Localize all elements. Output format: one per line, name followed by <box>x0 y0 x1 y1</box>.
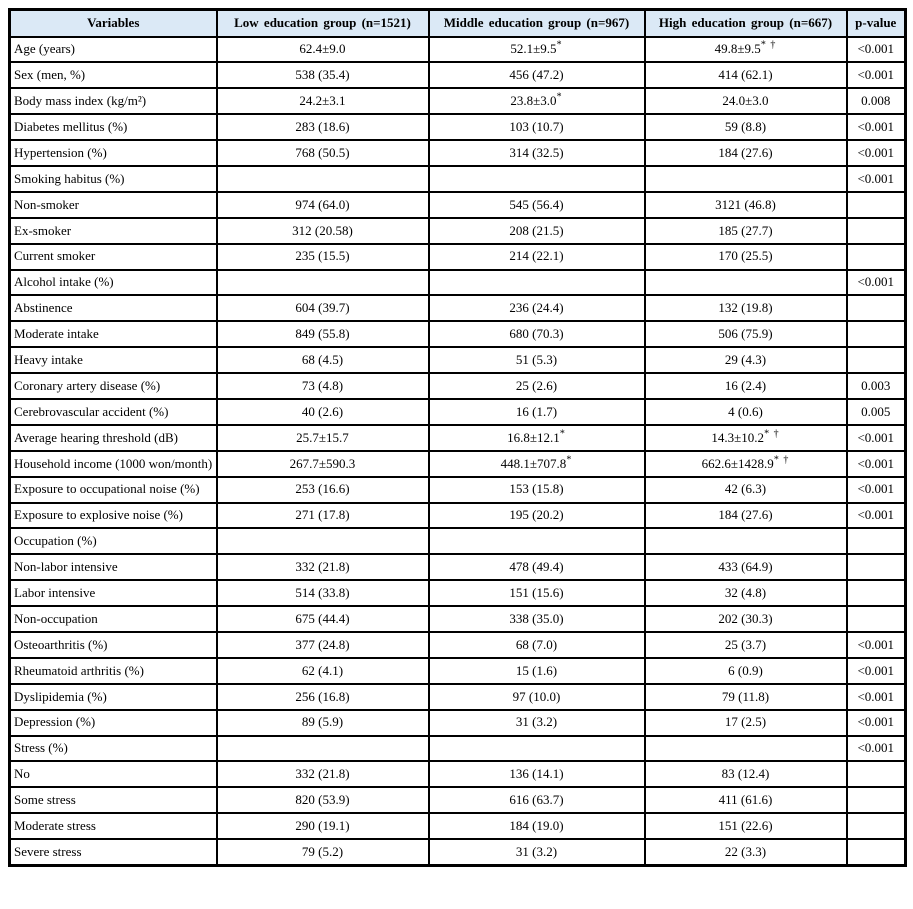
p-value-cell: 0.003 <box>847 373 906 399</box>
p-value-cell <box>847 218 906 244</box>
p-value-cell <box>847 244 906 270</box>
value-cell: 448.1±707.8* <box>429 451 645 477</box>
value-cell <box>429 736 645 762</box>
table-row <box>10 295 906 321</box>
table-row <box>10 399 906 425</box>
p-value-cell: 0.008 <box>847 88 906 114</box>
value-cell: 616 (63.7) <box>429 787 645 813</box>
value-cell: 103 (10.7) <box>429 114 645 140</box>
value-cell: 675 (44.4) <box>217 606 429 632</box>
value-cell: 312 (20.58) <box>217 218 429 244</box>
significance-marker: * <box>556 39 563 51</box>
p-value-cell: <0.001 <box>847 658 906 684</box>
p-value-cell: <0.001 <box>847 166 906 192</box>
p-value-cell: <0.001 <box>847 140 906 166</box>
value-cell: 68 (7.0) <box>429 632 645 658</box>
significance-marker: * <box>559 428 566 440</box>
p-value-cell <box>847 606 906 632</box>
table-row <box>10 528 906 554</box>
variable-label: Diabetes mellitus (%) <box>10 114 217 140</box>
variable-label: Osteoarthritis (%) <box>10 632 217 658</box>
table-row <box>10 813 906 839</box>
value-cell <box>217 528 429 554</box>
p-value-cell: <0.001 <box>847 37 906 63</box>
p-value-cell <box>847 813 906 839</box>
header-variables: Variables <box>10 10 217 37</box>
table-row <box>10 373 906 399</box>
p-value-cell <box>847 295 906 321</box>
value-cell: 478 (49.4) <box>429 554 645 580</box>
value-cell: 235 (15.5) <box>217 244 429 270</box>
value-cell: 332 (21.8) <box>217 554 429 580</box>
table-row <box>10 761 906 787</box>
variable-label: Sex (men, %) <box>10 62 217 88</box>
value-cell: 195 (20.2) <box>429 503 645 529</box>
p-value-cell <box>847 787 906 813</box>
value-cell: 59 (8.8) <box>645 114 847 140</box>
value-cell: 24.0±3.0 <box>645 88 847 114</box>
variable-label: No <box>10 761 217 787</box>
table-body <box>10 37 906 866</box>
variable-label: Average hearing threshold (dB) <box>10 425 217 451</box>
value-cell <box>645 528 847 554</box>
table-row <box>10 606 906 632</box>
value-cell: 40 (2.6) <box>217 399 429 425</box>
significance-marker: * † <box>760 39 777 51</box>
value-cell: 662.6±1428.9* † <box>645 451 847 477</box>
table-row <box>10 270 906 296</box>
value-cell <box>217 736 429 762</box>
header-p-value: p-value <box>847 10 906 37</box>
value-cell: 538 (35.4) <box>217 62 429 88</box>
value-cell: 768 (50.5) <box>217 140 429 166</box>
p-value-cell <box>847 580 906 606</box>
table-header <box>10 10 906 37</box>
variable-label: Some stress <box>10 787 217 813</box>
value-cell: 17 (2.5) <box>645 710 847 736</box>
value-cell: 52.1±9.5* <box>429 37 645 63</box>
table-row <box>10 632 906 658</box>
variable-label: Stress (%) <box>10 736 217 762</box>
p-value-cell: <0.001 <box>847 710 906 736</box>
value-cell: 283 (18.6) <box>217 114 429 140</box>
variable-label: Cerebrovascular accident (%) <box>10 399 217 425</box>
value-cell: 411 (61.6) <box>645 787 847 813</box>
significance-marker: * † <box>773 454 790 466</box>
table-row <box>10 839 906 865</box>
value-cell: 136 (14.1) <box>429 761 645 787</box>
table-row <box>10 114 906 140</box>
variable-label: Age (years) <box>10 37 217 63</box>
baseline-characteristics-table <box>8 8 907 867</box>
value-cell: 79 (5.2) <box>217 839 429 865</box>
p-value-cell: <0.001 <box>847 632 906 658</box>
value-cell: 185 (27.7) <box>645 218 847 244</box>
value-cell <box>429 166 645 192</box>
value-cell: 16.8±12.1* <box>429 425 645 451</box>
value-cell: 377 (24.8) <box>217 632 429 658</box>
value-cell: 15 (1.6) <box>429 658 645 684</box>
value-cell: 236 (24.4) <box>429 295 645 321</box>
significance-marker: * † <box>764 428 780 440</box>
value-cell: 79 (11.8) <box>645 684 847 710</box>
variable-label: Severe stress <box>10 839 217 865</box>
value-cell <box>429 270 645 296</box>
table-row <box>10 477 906 503</box>
value-cell: 25 (3.7) <box>645 632 847 658</box>
value-cell: 29 (4.3) <box>645 347 847 373</box>
value-cell: 849 (55.8) <box>217 321 429 347</box>
variable-label: Coronary artery disease (%) <box>10 373 217 399</box>
table-row <box>10 140 906 166</box>
value-cell: 151 (15.6) <box>429 580 645 606</box>
value-cell: 208 (21.5) <box>429 218 645 244</box>
table-row <box>10 88 906 114</box>
p-value-cell <box>847 528 906 554</box>
variable-label: Depression (%) <box>10 710 217 736</box>
table-row <box>10 37 906 63</box>
value-cell: 31 (3.2) <box>429 710 645 736</box>
value-cell: 4 (0.6) <box>645 399 847 425</box>
table-row <box>10 244 906 270</box>
value-cell: 271 (17.8) <box>217 503 429 529</box>
table-row <box>10 166 906 192</box>
table-row <box>10 554 906 580</box>
p-value-cell: <0.001 <box>847 114 906 140</box>
value-cell: 256 (16.8) <box>217 684 429 710</box>
value-cell: 184 (27.6) <box>645 140 847 166</box>
variable-label: Smoking habitus (%) <box>10 166 217 192</box>
value-cell: 68 (4.5) <box>217 347 429 373</box>
value-cell: 680 (70.3) <box>429 321 645 347</box>
variable-label: Non-smoker <box>10 192 217 218</box>
value-cell: 514 (33.8) <box>217 580 429 606</box>
value-cell: 332 (21.8) <box>217 761 429 787</box>
variable-label: Hypertension (%) <box>10 140 217 166</box>
value-cell: 184 (19.0) <box>429 813 645 839</box>
variable-label: Ex-smoker <box>10 218 217 244</box>
variable-label: Heavy intake <box>10 347 217 373</box>
value-cell: 31 (3.2) <box>429 839 645 865</box>
table-row <box>10 658 906 684</box>
value-cell: 42 (6.3) <box>645 477 847 503</box>
significance-marker: * <box>566 454 573 466</box>
header-low-education-group: Low education group (n=1521) <box>217 10 429 37</box>
p-value-cell <box>847 321 906 347</box>
value-cell <box>217 270 429 296</box>
table-row <box>10 218 906 244</box>
value-cell: 6 (0.9) <box>645 658 847 684</box>
value-cell: 184 (27.6) <box>645 503 847 529</box>
value-cell: 604 (39.7) <box>217 295 429 321</box>
value-cell: 338 (35.0) <box>429 606 645 632</box>
variable-label: Exposure to occupational noise (%) <box>10 477 217 503</box>
value-cell: 32 (4.8) <box>645 580 847 606</box>
p-value-cell: <0.001 <box>847 270 906 296</box>
value-cell: 974 (64.0) <box>217 192 429 218</box>
variable-label: Labor intensive <box>10 580 217 606</box>
table-row <box>10 321 906 347</box>
value-cell: 506 (75.9) <box>645 321 847 347</box>
value-cell: 24.2±3.1 <box>217 88 429 114</box>
table-row <box>10 684 906 710</box>
p-value-cell: 0.005 <box>847 399 906 425</box>
value-cell: 151 (22.6) <box>645 813 847 839</box>
value-cell: 253 (16.6) <box>217 477 429 503</box>
value-cell: 89 (5.9) <box>217 710 429 736</box>
table-row <box>10 503 906 529</box>
variable-label: Non-occupation <box>10 606 217 632</box>
p-value-cell <box>847 554 906 580</box>
p-value-cell <box>847 761 906 787</box>
variable-label: Exposure to explosive noise (%) <box>10 503 217 529</box>
variable-label: Current smoker <box>10 244 217 270</box>
p-value-cell <box>847 839 906 865</box>
value-cell: 16 (2.4) <box>645 373 847 399</box>
value-cell: 214 (22.1) <box>429 244 645 270</box>
value-cell: 132 (19.8) <box>645 295 847 321</box>
value-cell: 456 (47.2) <box>429 62 645 88</box>
p-value-cell: <0.001 <box>847 62 906 88</box>
table-row <box>10 62 906 88</box>
table-row <box>10 580 906 606</box>
value-cell: 49.8±9.5* † <box>645 37 847 63</box>
variable-label: Rheumatoid arthritis (%) <box>10 658 217 684</box>
value-cell: 62.4±9.0 <box>217 37 429 63</box>
variable-label: Dyslipidemia (%) <box>10 684 217 710</box>
variable-label: Occupation (%) <box>10 528 217 554</box>
value-cell: 23.8±3.0* <box>429 88 645 114</box>
value-cell: 25.7±15.7 <box>217 425 429 451</box>
value-cell <box>645 736 847 762</box>
value-cell <box>429 528 645 554</box>
value-cell: 202 (30.3) <box>645 606 847 632</box>
table-row <box>10 710 906 736</box>
value-cell <box>645 166 847 192</box>
value-cell: 414 (62.1) <box>645 62 847 88</box>
value-cell: 22 (3.3) <box>645 839 847 865</box>
table-row <box>10 192 906 218</box>
header-high-education-group: High education group (n=667) <box>645 10 847 37</box>
p-value-cell: <0.001 <box>847 736 906 762</box>
p-value-cell: <0.001 <box>847 684 906 710</box>
header-middle-education-group: Middle education group (n=967) <box>429 10 645 37</box>
p-value-cell: <0.001 <box>847 503 906 529</box>
value-cell: 25 (2.6) <box>429 373 645 399</box>
table-row <box>10 347 906 373</box>
value-cell: 51 (5.3) <box>429 347 645 373</box>
variable-label: Body mass index (kg/m²) <box>10 88 217 114</box>
p-value-cell: <0.001 <box>847 477 906 503</box>
value-cell: 267.7±590.3 <box>217 451 429 477</box>
table-row <box>10 425 906 451</box>
value-cell: 314 (32.5) <box>429 140 645 166</box>
value-cell: 290 (19.1) <box>217 813 429 839</box>
p-value-cell <box>847 347 906 373</box>
variable-label: Non-labor intensive <box>10 554 217 580</box>
variable-label: Household income (1000 won/month) <box>10 451 217 477</box>
table-row <box>10 787 906 813</box>
value-cell: 73 (4.8) <box>217 373 429 399</box>
variable-label: Alcohol intake (%) <box>10 270 217 296</box>
value-cell: 14.3±10.2* † <box>645 425 847 451</box>
value-cell: 16 (1.7) <box>429 399 645 425</box>
value-cell: 433 (64.9) <box>645 554 847 580</box>
significance-marker: * <box>556 91 563 103</box>
header-row <box>10 10 906 37</box>
variable-label: Moderate stress <box>10 813 217 839</box>
table-row <box>10 451 906 477</box>
value-cell: 3121 (46.8) <box>645 192 847 218</box>
value-cell: 170 (25.5) <box>645 244 847 270</box>
value-cell <box>645 270 847 296</box>
table-row <box>10 736 906 762</box>
variable-label: Moderate intake <box>10 321 217 347</box>
p-value-cell: <0.001 <box>847 451 906 477</box>
value-cell: 83 (12.4) <box>645 761 847 787</box>
value-cell: 545 (56.4) <box>429 192 645 218</box>
value-cell <box>217 166 429 192</box>
variable-label: Abstinence <box>10 295 217 321</box>
value-cell: 97 (10.0) <box>429 684 645 710</box>
value-cell: 62 (4.1) <box>217 658 429 684</box>
value-cell: 820 (53.9) <box>217 787 429 813</box>
p-value-cell: <0.001 <box>847 425 906 451</box>
value-cell: 153 (15.8) <box>429 477 645 503</box>
p-value-cell <box>847 192 906 218</box>
